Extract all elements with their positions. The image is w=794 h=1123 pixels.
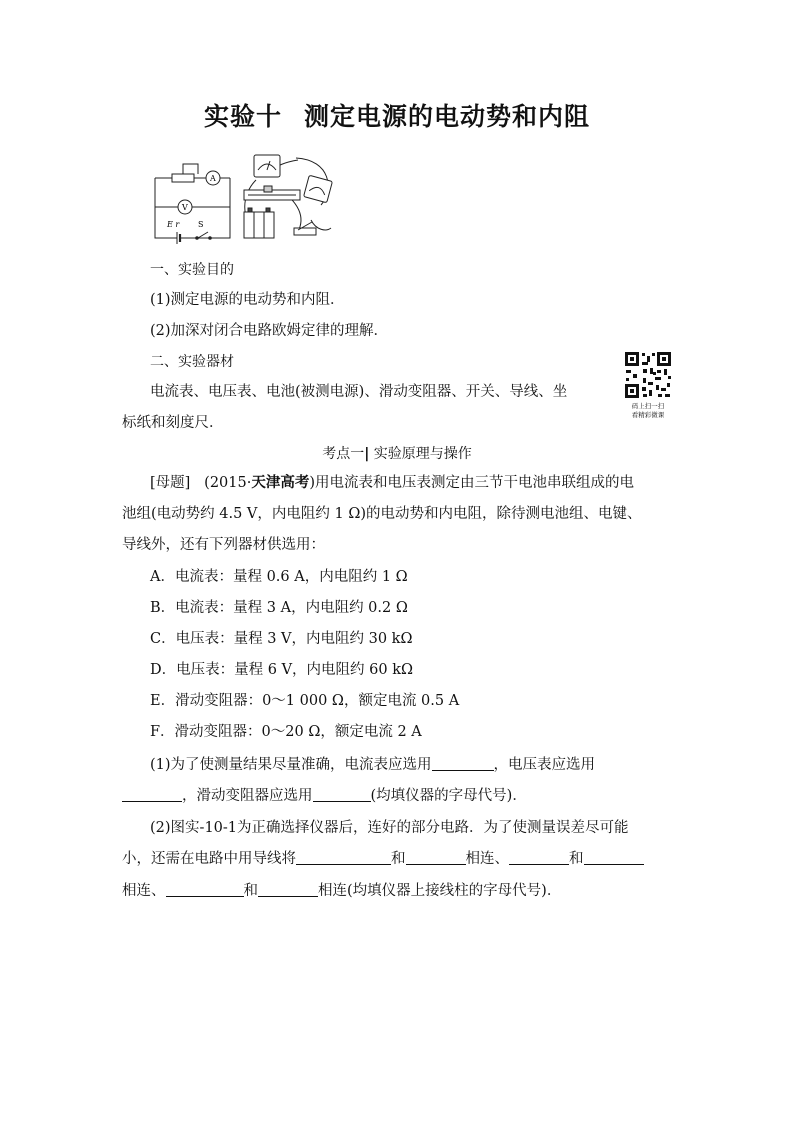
option-c: C．电压表：量程 3 V，内电阻约 30 kΩ <box>150 631 413 647</box>
problem-line-1-rest: )用电流表和电压表测定由三节干电池串联组成的电 <box>309 475 634 491</box>
problem-line-2: 池组(电动势约 4.5 V，内电阻约 1 Ω)的电动势和内电阻，除待测电池组、电键、 <box>122 506 642 522</box>
qr-code-icon[interactable] <box>623 350 673 400</box>
question-2-text-d: 和 <box>569 851 584 867</box>
qr-caption <box>622 402 674 420</box>
question-2-text-g: 相连(均填仪器上接线柱的字母代号)． <box>318 883 562 899</box>
answer-blank-rheostat[interactable] <box>313 786 371 802</box>
qr-caption-line-1: 码上扫一扫 <box>631 402 665 410</box>
question-1-line-1 <box>150 755 595 775</box>
option-e: E．滑动变阻器：0～1 000 Ω，额定电流 0.5 A <box>150 693 460 709</box>
question-2-text-c: 相连、 <box>465 851 509 867</box>
answer-blank-terminal-5[interactable] <box>166 881 244 897</box>
option-f: F．滑动变阻器：0～20 Ω，额定电流 2 A <box>150 724 422 740</box>
question-1-text-c: ，滑动变阻器应选用 <box>182 788 313 804</box>
voltmeter-label: V <box>182 203 188 212</box>
question-2-line-1: (2)图实-10-1为正确选择仪器后，连好的部分电路．为了使测量误差尽可能 <box>150 820 629 836</box>
question-2-line-3 <box>122 881 561 901</box>
question-2-text-a: 小，还需在电路中用导线将 <box>122 851 296 867</box>
answer-blank-terminal-3[interactable] <box>509 849 569 865</box>
option-a: A．电流表：量程 0.6 A，内电阻约 1 Ω <box>150 569 408 585</box>
problem-line-3: 导线外，还有下列器材供选用： <box>122 537 325 553</box>
question-1-text-b: ，电压表应选用 <box>493 757 596 773</box>
answer-blank-terminal-1[interactable] <box>296 849 391 865</box>
option-b: B．电流表：量程 3 A，内电阻约 0.2 Ω <box>150 600 408 616</box>
option-d: D．电压表：量程 6 V，内电阻约 60 kΩ <box>150 662 414 678</box>
title-part1: 实验十 <box>203 102 282 131</box>
purpose-item-2: (2)加深对闭合电路欧姆定律的理解． <box>150 323 389 339</box>
switch-label: S <box>198 220 204 229</box>
kaodian-label: 考点一 <box>322 446 365 462</box>
problem-line-1 <box>150 473 634 493</box>
question-1-line-2 <box>122 786 527 806</box>
page-title <box>0 97 794 133</box>
equipment-line-2: 标纸和刻度尺． <box>122 415 224 431</box>
section-heading-equipment: 二、实验器材 <box>150 354 234 370</box>
question-1-text-a: (1)为了使测量结果尽量准确，电流表应选用 <box>150 757 432 773</box>
section-heading-purpose: 一、实验目的 <box>150 262 234 278</box>
equipment-line-1: 电流表、电压表、电池(被测电源)、滑动变阻器、开关、导线、坐 <box>150 384 568 400</box>
answer-blank-terminal-4[interactable] <box>584 849 644 865</box>
problem-source-prefix: (2015· <box>204 475 252 491</box>
kaodian-heading: 考点一| 实验原理与操作 <box>322 446 472 462</box>
circuit-diagram <box>150 160 235 244</box>
purpose-item-1: (1)测定电源的电动势和内阻． <box>150 292 345 308</box>
answer-blank-voltmeter[interactable] <box>122 786 182 802</box>
kaodian-title: 实验原理与操作 <box>373 446 472 462</box>
problem-source: 天津高考 <box>251 475 310 491</box>
ammeter-label: A <box>210 174 216 183</box>
answer-blank-ammeter[interactable] <box>432 755 494 771</box>
question-2-line-2 <box>122 849 644 869</box>
question-1-text-d: (均填仪器的字母代号)． <box>370 788 527 804</box>
qr-caption-line-2: 看精彩微课 <box>631 411 665 419</box>
question-2-text-b: 和 <box>391 851 406 867</box>
problem-tag: [母题] <box>150 475 191 491</box>
title-part2: 测定电源的电动势和内阻 <box>304 102 591 131</box>
question-2-text-e: 相连、 <box>122 883 166 899</box>
question-2-text-f: 和 <box>243 883 258 899</box>
emf-label: E r <box>167 220 180 229</box>
answer-blank-terminal-6[interactable] <box>258 881 318 897</box>
apparatus-illustration <box>236 150 336 246</box>
answer-blank-terminal-2[interactable] <box>406 849 466 865</box>
